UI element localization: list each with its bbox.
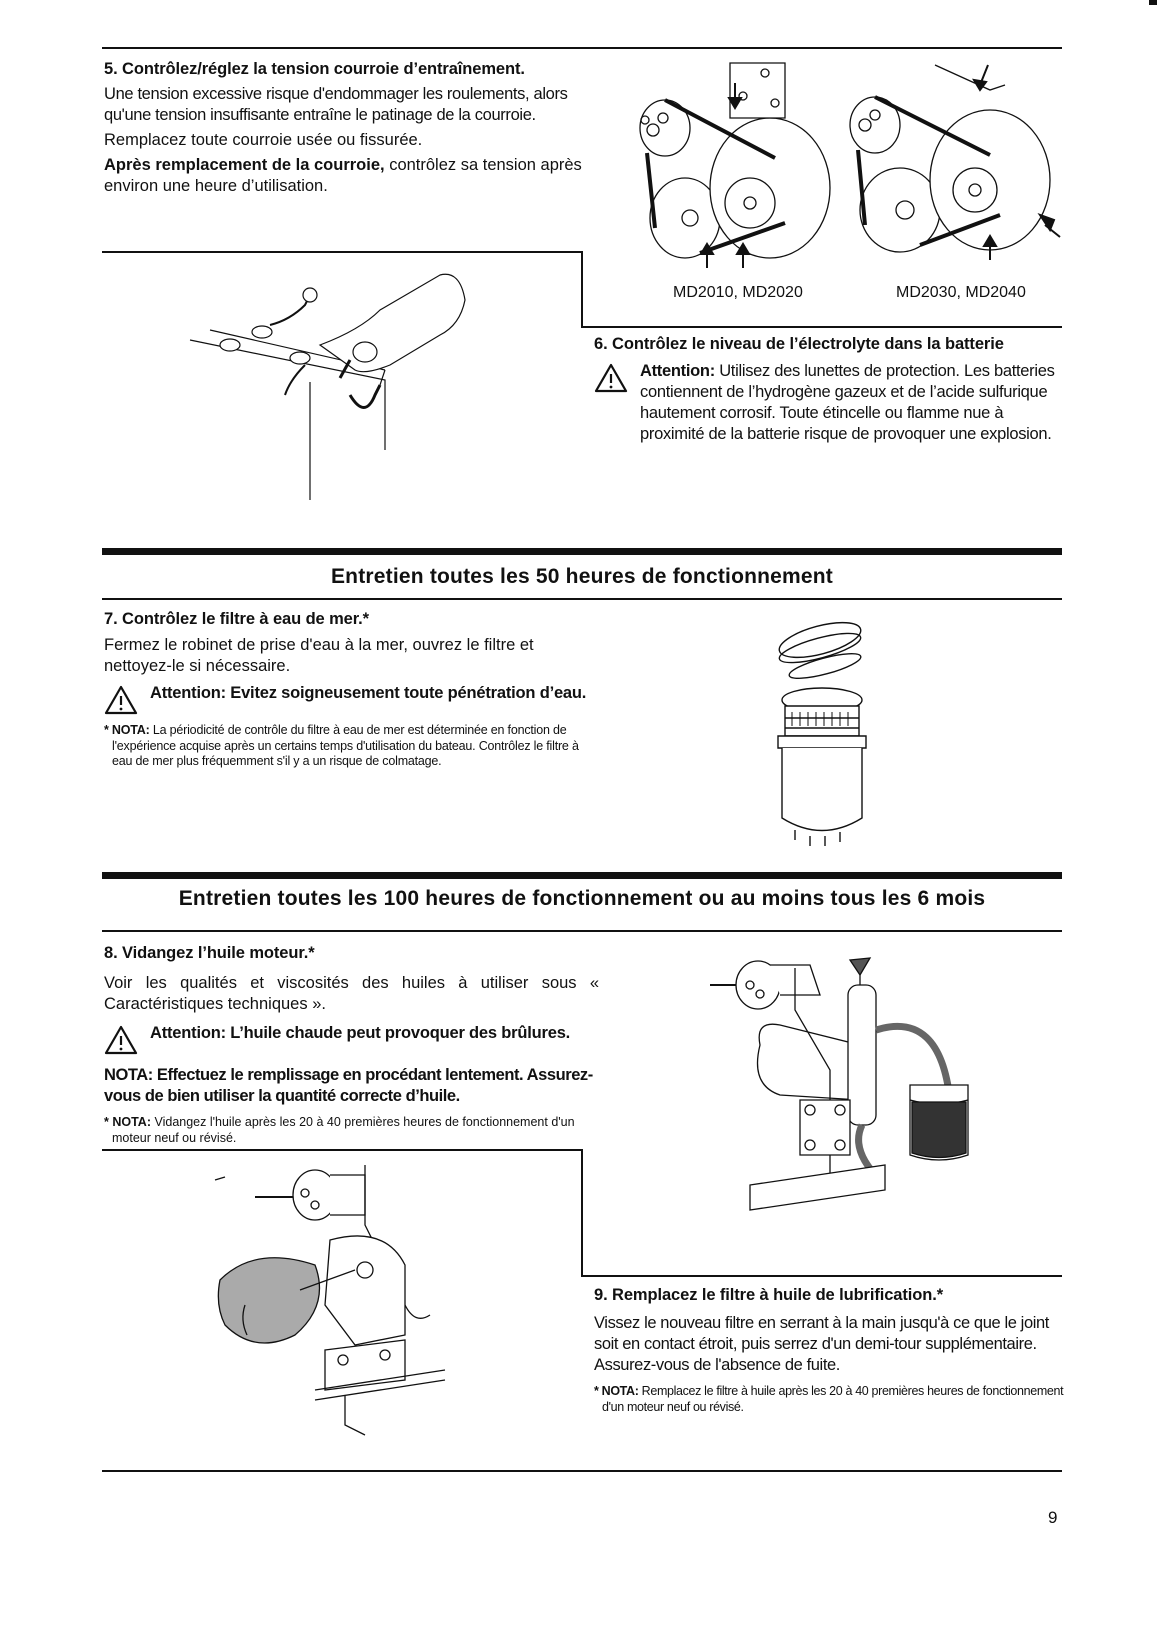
step-6-title: 6. Contrôlez le niveau de l’électrolyte dans la batterie xyxy=(594,335,1004,353)
warning-triangle-icon xyxy=(104,1025,138,1055)
warning-triangle-icon xyxy=(104,685,138,715)
step-9-note-text: Remplacez le filtre à huile après les 20 à 40 premières heures de fonctionnement d'un moteur neuf ou révisé. xyxy=(602,1384,1064,1414)
step-8-title: 8. Vidangez l’huile moteur.* xyxy=(104,944,315,962)
figure-8-frame-right xyxy=(581,1149,583,1276)
step-6-warning-text xyxy=(640,361,1064,445)
step-6 xyxy=(594,335,1064,445)
step-6-warning-body: Utilisez des lunettes de protection. Les batteries contiennent de l’hydrogène gazeux et de l’acide sulfurique hautement corrosif. Toute étincelle ou flamme nue à proximité de la batterie risque de provoquer une explosion. xyxy=(640,362,1055,443)
oil-filter-illustration xyxy=(215,1165,475,1435)
section-100-title: Entretien toutes les 100 heures de fonctionnement ou au moins tous les 6 mois xyxy=(178,887,986,910)
step-5-para-3-text: contrôlez sa tension après environ une heure d’utilisation. xyxy=(104,156,582,195)
sea-water-filter-illustration xyxy=(770,618,880,858)
oil-drain-pump-illustration xyxy=(710,950,1030,1215)
battery-refill-illustration xyxy=(190,270,480,500)
step-8-note-text: Vidangez l'huile après les 20 à 40 premières heures de fonctionnement d'un moteur neuf ou révisé. xyxy=(112,1115,575,1145)
step-9 xyxy=(594,1286,1064,1415)
step-9-title: 9. Remplacez le filtre à huile de lubrification.* xyxy=(594,1286,944,1304)
section-100-thick-rule xyxy=(102,872,1062,879)
section-50-title: Entretien toutes les 50 heures de fonctionnement xyxy=(330,565,834,588)
step-8-nota: NOTA: Effectuez le remplissage en procédant lentement. Assurez-vous de bien utiliser la quantité correcte d’huile. xyxy=(104,1066,593,1105)
section-100-rule xyxy=(102,930,1062,932)
corner-mark xyxy=(1149,0,1157,5)
step-9-note-label: * NOTA: xyxy=(594,1384,639,1398)
step-5 xyxy=(104,60,599,197)
step-7 xyxy=(104,610,599,770)
top-rule xyxy=(102,47,1062,49)
step-9-para: Vissez le nouveau filtre en serrant à la main jusqu'à ce que le joint soit en contact étroit, puis serrez d'un demi-tour supplémentaire. Assurez-vous de l'absence de fuite. xyxy=(594,1314,1049,1374)
section-50-thick-rule xyxy=(102,548,1062,555)
step-5-para-2: Remplacez toute courroie usée ou fissurée. xyxy=(104,131,423,149)
step-7-warning-text: Attention: Evitez soigneusement toute pénétration d’eau. xyxy=(150,684,587,702)
belt-tension-illustration-md2030 xyxy=(840,60,1065,260)
step-5-para-3 xyxy=(104,155,599,197)
figure-8-frame-bottom xyxy=(581,1275,1062,1277)
step-7-warning xyxy=(104,683,599,715)
step-6-warning-label: Attention: xyxy=(640,362,715,380)
step-8 xyxy=(104,944,599,1146)
step-8-para: Voir les qualités et viscosités des huiles à utiliser sous « Caractéristiques techniques ». xyxy=(104,974,599,1013)
step-5-para-1: Une tension excessive risque d'endommager les roulements, alors qu'une tension insuffisante entraîne le patinage de la courroie. xyxy=(104,85,568,124)
caption-md2010-md2020: MD2010, MD2020 xyxy=(673,284,803,301)
figure-8-frame-top xyxy=(102,1149,582,1151)
step-9-note xyxy=(594,1384,1064,1415)
step-8-note-label: * NOTA: xyxy=(104,1115,151,1129)
step-7-note-label: * NOTA: xyxy=(104,723,150,737)
caption-md2030-md2040: MD2030, MD2040 xyxy=(896,284,1026,301)
section-50-rule xyxy=(102,598,1062,600)
figure-5-frame-top xyxy=(102,251,582,253)
warning-triangle-icon xyxy=(594,363,628,393)
step-6-warning xyxy=(594,361,1064,445)
step-7-para: Fermez le robinet de prise d'eau à la mer, ouvrez le filtre et nettoyez-le si nécessaire. xyxy=(104,636,534,675)
step-7-note xyxy=(104,723,599,770)
belt-tension-illustration-md2010 xyxy=(625,58,845,273)
step-8-warning-text: Attention: L’huile chaude peut provoquer des brûlures. xyxy=(150,1024,571,1042)
step-7-note-text: La périodicité de contrôle du filtre à eau de mer est déterminée en fonction de l'expérience acquise après un certains temps d'utilisation du bateau. Contrôlez le filtre à eau de mer plus fréquemment s'il y a un risque de colmatage. xyxy=(112,723,579,768)
step-7-title: 7. Contrôlez le filtre à eau de mer.* xyxy=(104,610,369,628)
step-5-title: 5. Contrôlez/réglez la tension courroie d’entraînement. xyxy=(104,60,525,78)
step-5-para-3-bold: Après remplacement de la courroie, xyxy=(104,156,385,174)
figure-5-frame-bottom xyxy=(581,326,1062,328)
page-number: 9 xyxy=(1048,1508,1058,1527)
bottom-rule xyxy=(102,1470,1062,1472)
step-8-warning xyxy=(104,1023,599,1055)
figure-5-frame-right xyxy=(581,251,583,327)
step-8-note xyxy=(104,1115,599,1146)
